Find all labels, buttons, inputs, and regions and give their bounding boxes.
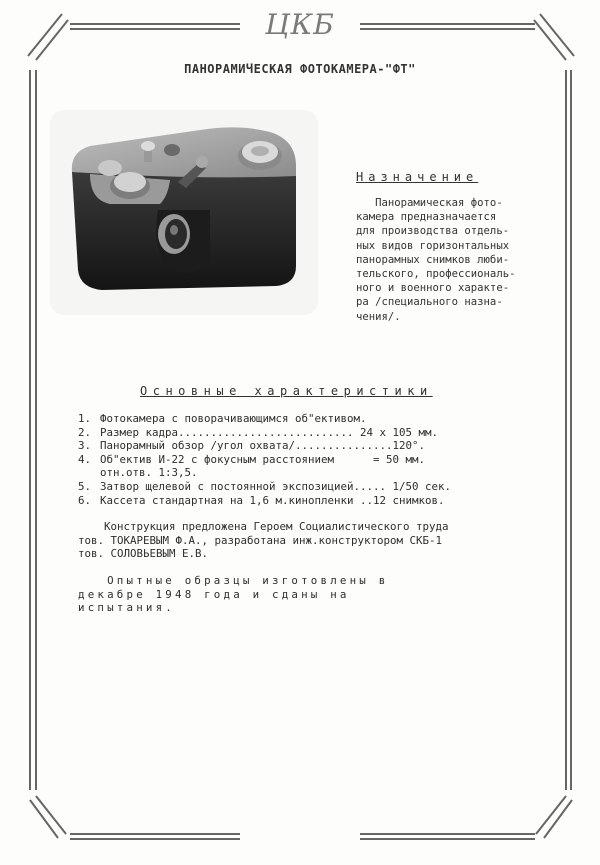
purpose-line: ного и военного характе- xyxy=(356,282,510,295)
purpose-line: для производства отдель- xyxy=(356,225,510,238)
construction-line: тов. СОЛОВЬЕВЫМ Е.В. xyxy=(78,547,209,561)
spec-text: Размер кадра........................... 24 х 105 мм. xyxy=(100,425,439,439)
spec-number: 3. xyxy=(78,439,92,453)
spec-number: 6. xyxy=(78,493,92,507)
samples-paragraph xyxy=(78,574,568,615)
spec-number: 4. xyxy=(78,452,92,466)
spec-text: Фотокамера с поворачивающимся об"ективом. xyxy=(100,412,367,425)
construction-line: тов. ТОКАРЕВЫМ Ф.А., разработана инж.конструктором СКБ-1 xyxy=(78,533,443,547)
purpose-line: тельского, профессиональ- xyxy=(356,268,516,281)
spec-item xyxy=(78,439,548,453)
spec-item xyxy=(78,480,548,494)
purpose-line: панорамных снимков люби- xyxy=(356,253,510,266)
construction-paragraph xyxy=(78,520,558,561)
spec-text: Об"ектив И-22 с фокусным расстоянием = 50 мм. xyxy=(100,452,426,466)
spec-text: Затвор щелевой с постоянной экспозицией..... 1/50 сек. xyxy=(100,479,452,493)
spec-text: Кассета стандартная на 1,6 м.кинопленки ..12 снимков. xyxy=(100,493,445,507)
skb-logo: ЦКБ xyxy=(265,8,335,41)
purpose-line: Панорамическая фото- xyxy=(356,197,503,209)
construction-line: Конструкция предложена Героем Социалистического труда xyxy=(78,520,449,533)
samples-line: декабре 1948 года и сданы на xyxy=(78,587,350,601)
purpose-line: ра /специального назна- xyxy=(356,296,503,309)
purpose-line: ных видов горизонтальных xyxy=(356,239,510,252)
samples-line: испытания. xyxy=(78,601,176,615)
spec-number: 2. xyxy=(78,425,92,439)
spec-item xyxy=(78,412,548,426)
spec-item xyxy=(78,453,548,467)
camera-photo xyxy=(50,110,318,315)
spec-number: 1. xyxy=(78,412,92,425)
samples-line: Опытные образцы изготовлены в xyxy=(78,574,389,587)
spec-continuation: отн.отв. 1:3,5. xyxy=(100,466,198,480)
purpose-text xyxy=(356,196,566,324)
page-title: ПАНОРАМИЧЕСКАЯ ФОТОКАМЕРА-"ФТ" xyxy=(184,62,416,76)
purpose-heading: Назначение xyxy=(356,170,479,184)
purpose-line: чения/. xyxy=(356,310,401,323)
spec-text: Панорамный обзор /угол охвата/...............120°. xyxy=(100,439,426,453)
spec-item xyxy=(78,494,548,508)
specs-list xyxy=(78,412,548,507)
spec-item xyxy=(78,426,548,440)
spec-number: 5. xyxy=(78,479,92,493)
specs-heading: Основные характеристики xyxy=(140,384,433,398)
purpose-line: камера предназначается xyxy=(356,211,497,224)
